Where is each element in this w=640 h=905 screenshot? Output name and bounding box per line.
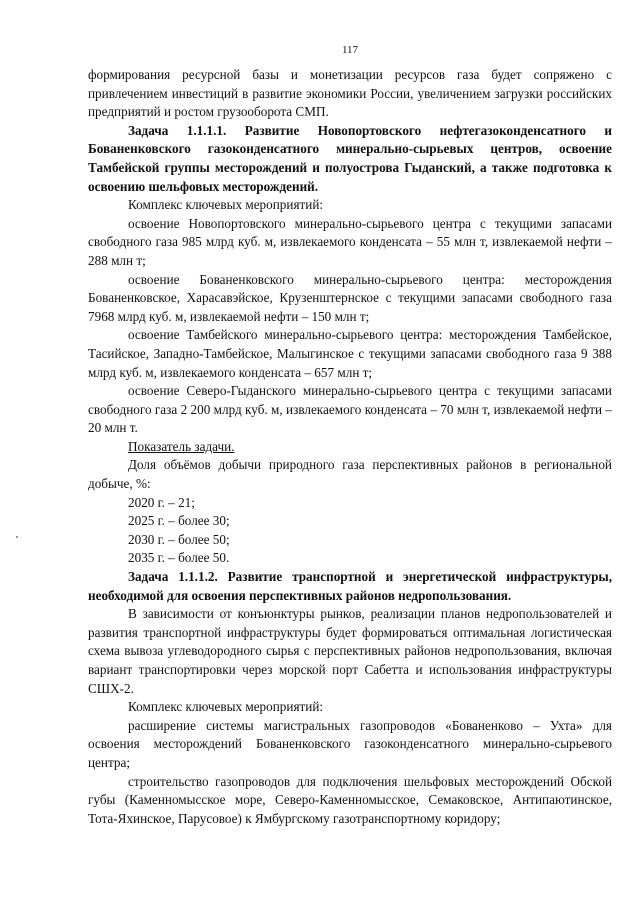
measure-tambeysky: освоение Тамбейского минерально-сырьевого центра: месторождения Тамбейское, Тасийское, Западно-Тамбейское, Малыгинское с текущими запасами свободного газа 9 388 млрд куб. м, извлекаемого конденсата – 657 млн т;	[88, 327, 612, 380]
measure-bovanenkovsky: освоение Бованенковского минерально-сырьевого центра: месторождения Бованенковское, Харасавэйское, Крузенштернское с текущими запасами свободного газа 7968 млрд куб. м, извлекаемой нефти – 150 млн т;	[88, 271, 612, 324]
key-measures-label-2: Комплекс ключевых мероприятий:	[128, 699, 324, 715]
measure-bovanenkovo-ukhta: расширение системы магистральных газопроводов «Бованенково – Ухта» для освоения месторождений Бованенковского газоконденсатного минерально-сырьевого центра;	[88, 717, 612, 770]
indicator-2030: 2030 г. – более 50;	[128, 531, 230, 547]
indicator-2020: 2020 г. – 21;	[128, 494, 195, 510]
indicator-2025: 2025 г. – более 30;	[128, 513, 230, 529]
key-measures-label: Комплекс ключевых мероприятий:	[128, 197, 324, 213]
measure-novoportovsky: освоение Новопортовского минерально-сырьевого центра с текущими запасами свободного газа 985 млрд куб. м, извлекаемого конденсата – 55 млн т, извлекаемой нефти – 288 млн т;	[88, 215, 612, 268]
logistics-paragraph: В зависимости от конъюнктуры рынков, реализации планов недропользователей и развития транспортной инфраструктуры будет формироваться оптимальная логистическая схема вывоза углеводородного сырья с перспективных районов недропользования, включая вариант транспортировки через морской порт Сабетта и использования инфраструктуры СШХ-2.	[88, 606, 612, 696]
indicator-2035: 2035 г. – более 50.	[128, 550, 230, 566]
task-heading-1-1-1-2: Задача 1.1.1.2. Развитие транспортной и энергетической инфраструктуры, необходимой для освоения перспективных районов недропользования.	[88, 569, 612, 603]
indicator-description: Доля объёмов добычи природного газа перспективных районов в региональной добыче, %:	[88, 457, 612, 492]
page-content	[88, 66, 612, 828]
task-indicator-label: Показатель задачи.	[128, 438, 235, 454]
paragraph-continuation: формирования ресурсной базы и монетизации ресурсов газа будет сопряжено с привлечением инвестиций в развитие экономики России, увеличением загрузки российских предприятий и ростом грузооборота СМП.	[88, 67, 612, 120]
measure-ob-bay-pipelines: строительство газопроводов для подключения шельфовых месторождений Обской губы (Каменномысское море, Северо-Каменномысское, Семаковское, Антипаютинское, Тота-Яхинское, Парусовое) к Ямбургскому газотранспортному коридору;	[88, 773, 612, 826]
measure-severo-gydansky: освоение Северо-Гыданского минерально-сырьевого центра с текущими запасами свободного газа 2 200 млрд куб. м, извлекаемого конденсата – 70 млн т, извлекаемой нефти – 20 млн т.	[88, 383, 612, 436]
page-number: 117	[341, 44, 359, 56]
task-heading-1-1-1-1: Задача 1.1.1.1. Развитие Новопортовского нефтегазоконденсатного и Бованенковского газоконденсатного минерально-сырьевых центров, освоение Тамбейской группы месторождений и полуострова Гыданский, а также подготовка к освоению шельфовых месторождений.	[88, 122, 612, 194]
scan-speck	[16, 536, 18, 538]
